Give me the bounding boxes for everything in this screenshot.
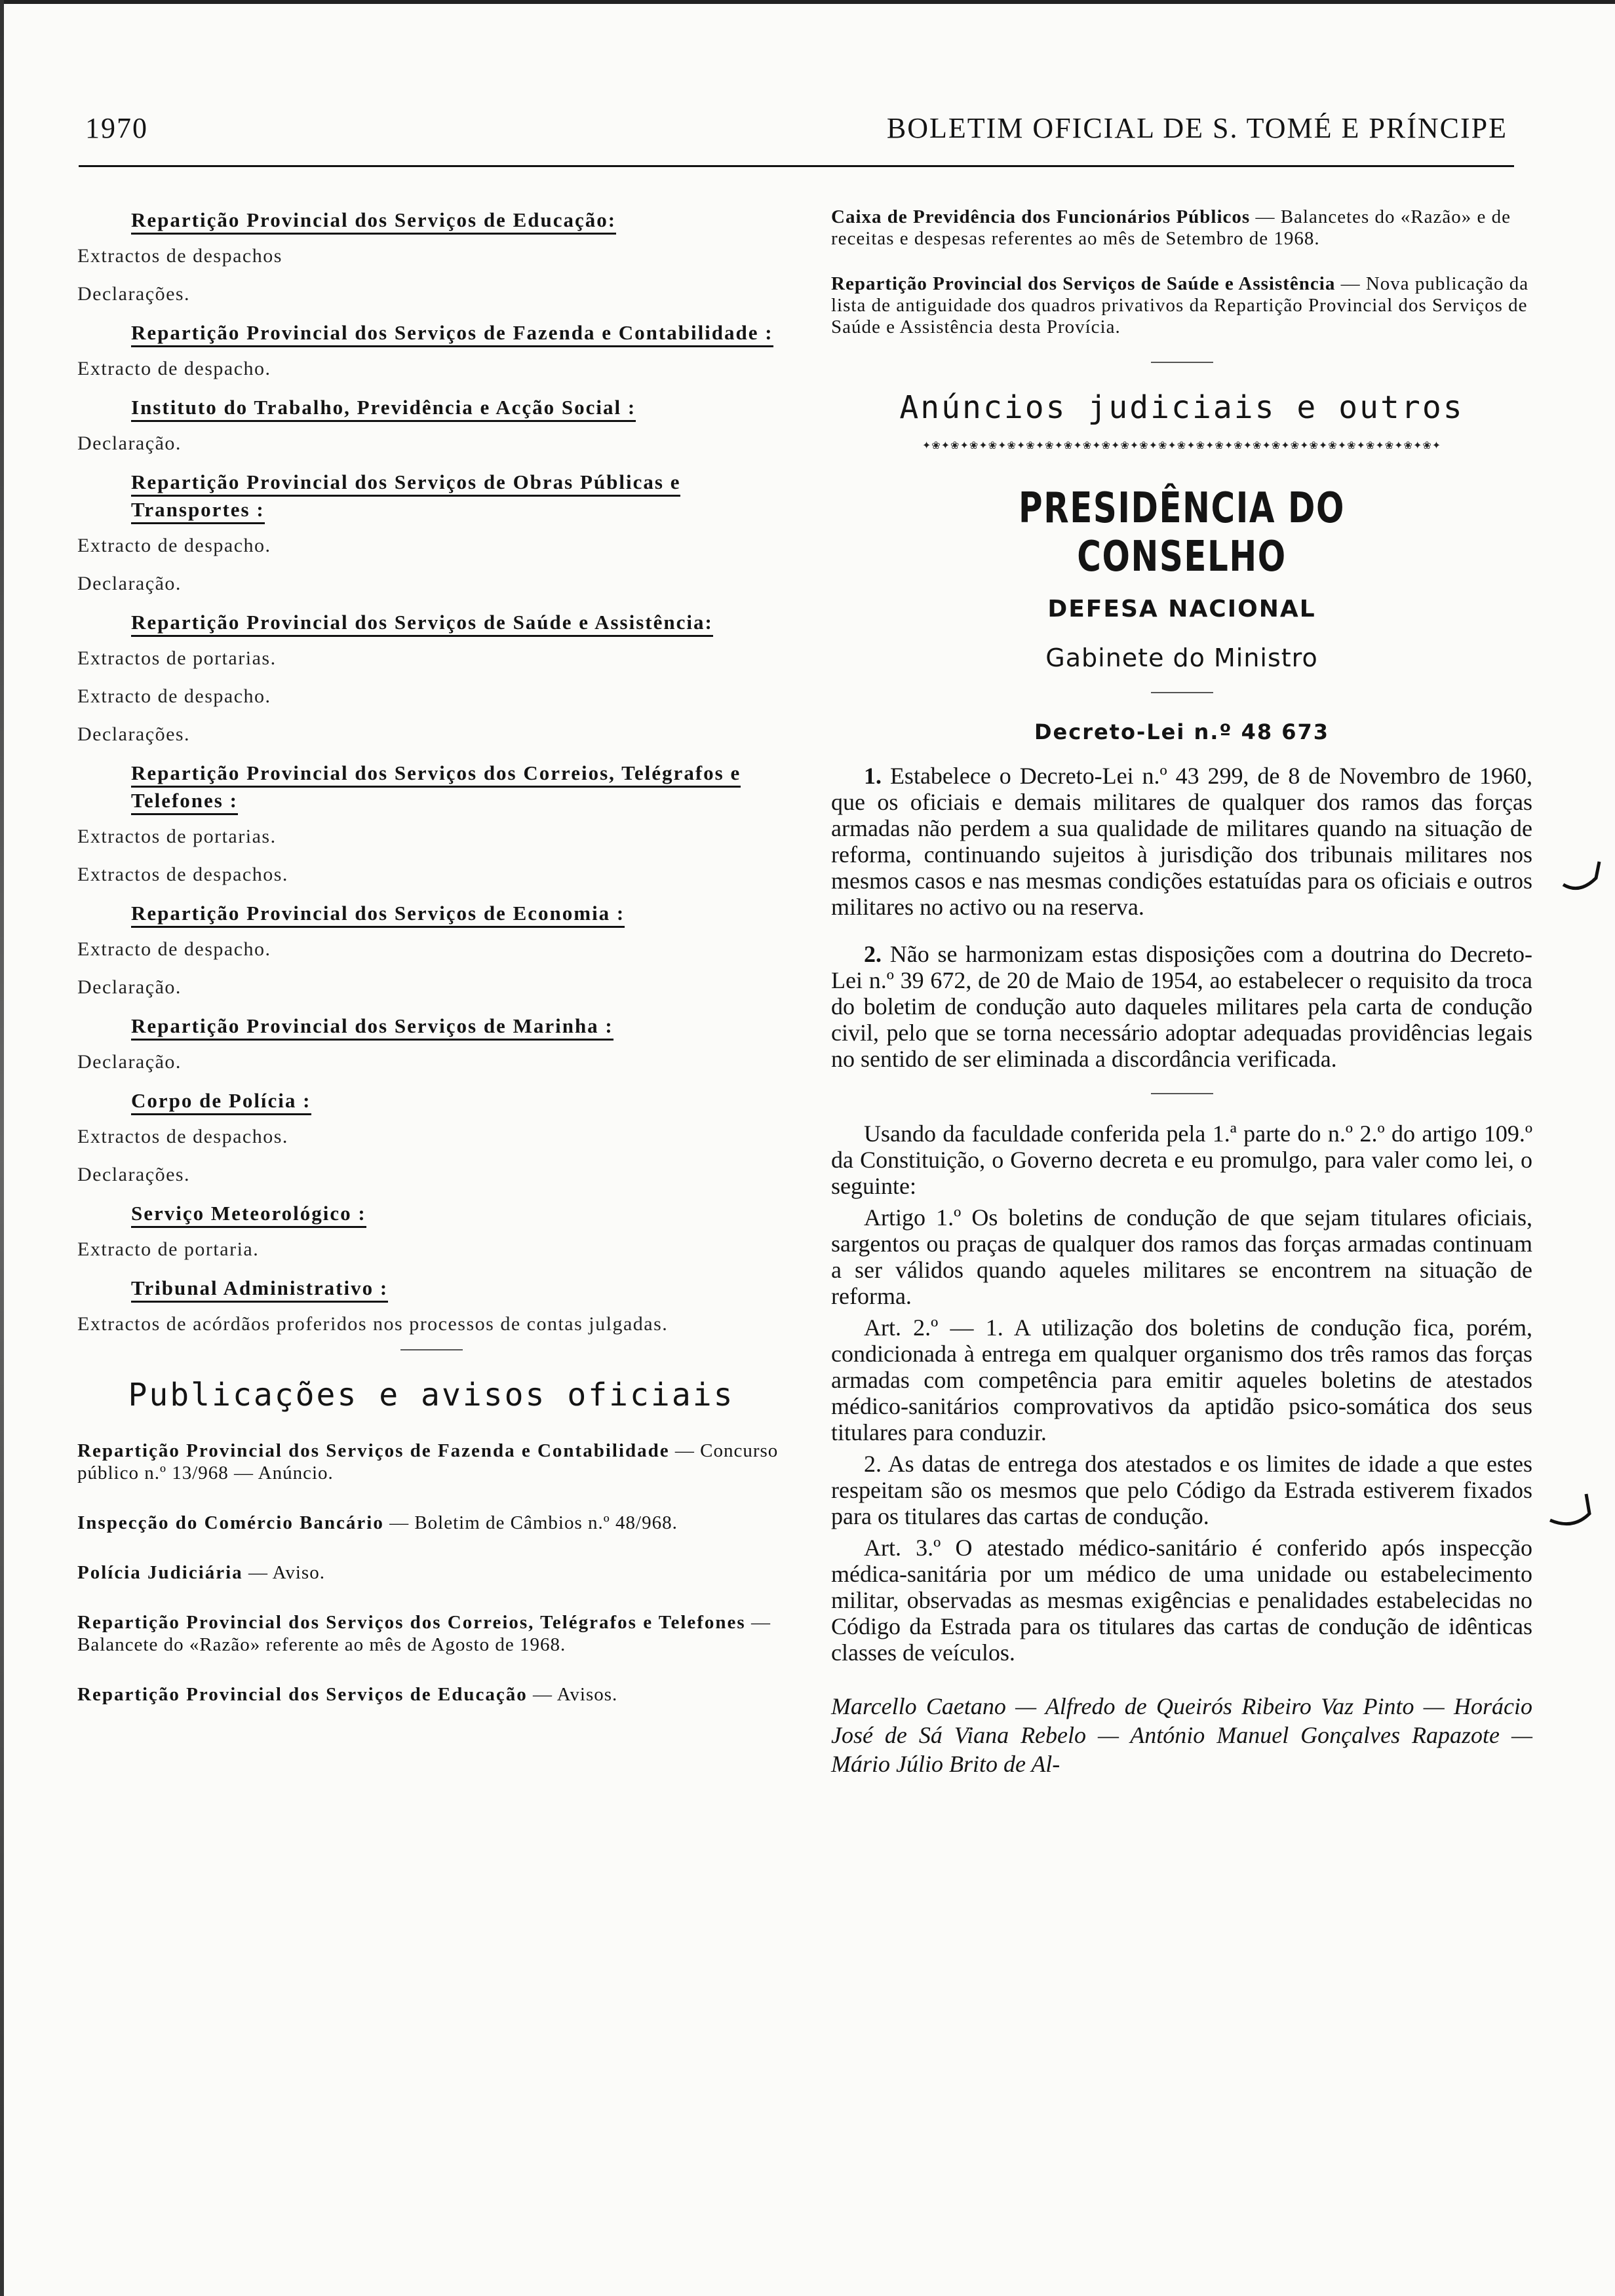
publication-item (77, 1512, 785, 1534)
ornament-border: ✦❀✦❀✦❀✦❀✦❀✦❀✦❀✦❀✦❀✦❀✦❀✦❀✦❀✦❀✦❀✦❀✦❀✦❀✦❀✦❀✦❀✦❀✦❀✦❀✦❀✦❀✦❀✦ (922, 439, 1442, 451)
section-entry: Extracto de despacho. (77, 358, 271, 379)
section-entry: Extractos de despachos. (77, 864, 288, 885)
publication-description: — Balancetes do «Razão» e de receitas e despesas referentes ao mês de Setembro de 1968. (831, 206, 1511, 249)
section-heading-text: Repartição Provincial dos Serviços de Educação: (131, 208, 616, 235)
publication-issuer: Repartição Provincial dos Serviços de Educação (77, 1684, 528, 1705)
section-heading-text: Corpo de Polícia : (131, 1089, 311, 1115)
section-entry: Declaração. (77, 432, 182, 454)
section-entry: Extractos de portarias. (77, 647, 277, 669)
section-heading-text: Repartição Provincial dos Serviços de Economia : (131, 902, 625, 928)
right-top-list (831, 206, 1532, 338)
section-entry: Extractos de portarias. (77, 826, 277, 847)
section-entry: Declaração. (77, 976, 182, 998)
article-text: 2. As datas de entrega dos atestados e os limites de idade a que estes respeitam são os mesmos que pelo Código da Estrada estiverem fixados para os titulares das cartas de condução. (831, 1451, 1532, 1529)
section-heading (77, 900, 785, 927)
section-entry: Extracto de despacho. (77, 938, 271, 960)
section-entry: Extractos de despachos (77, 245, 282, 267)
left-column (77, 206, 785, 1733)
scan-left-edge (0, 0, 4, 2296)
publication-description: — Aviso. (243, 1562, 325, 1583)
summary-sections (77, 206, 785, 1337)
section-entry: Declarações. (77, 283, 191, 305)
publication-description: — Balancete do «Razão» referente ao mês de Agosto de 1968. (77, 1612, 771, 1655)
paragraph-text: Estabelece o Decreto-Lei n.º 43 299, de 8 de Novembro de 1960, que os oficiais e demais militares de qualquer dos ramos das forças armadas não perdem a sua qualidade de militares quando na situação de reforma, continuando sujeitos à jurisdição dos tribunais militares nos mesmos casos e nas mesmas condições estatuídas para os oficiais e outros militares no activo ou na reserva. (831, 763, 1533, 920)
anuncios-heading: Anúncios judiciais e outros (899, 389, 1464, 426)
publication-item (831, 273, 1532, 338)
scan-top-edge (0, 0, 1615, 4)
decree-paragraph-1 (831, 763, 1532, 920)
article-text: Artigo 1.º Os boletins de condução de que sejam titulares oficiais, sargentos ou praças de qualquer dos ramos das forças armadas continuam a ser válidos quando aqueles militares se encontrem na situação de reforma. (831, 1204, 1532, 1309)
decree-paragraph-2 (831, 941, 1532, 1072)
defesa-heading: DEFESA NACIONAL (1047, 596, 1316, 622)
section-heading-text: Repartição Provincial dos Serviços de Marinha : (131, 1014, 613, 1041)
section-heading (77, 1012, 785, 1040)
gabinete-heading: Gabinete do Ministro (1045, 643, 1318, 672)
section-entry: Extracto de despacho. (77, 685, 271, 707)
section-entry: Extractos de acórdãos proferidos nos processos de contas julgadas. (77, 1313, 669, 1335)
section-entry: Extracto de portaria. (77, 1238, 260, 1260)
publicacoes-heading: Publicações e avisos oficiais (128, 1377, 735, 1413)
article-text: Art. 3.º O atestado médico-sanitário é conferido após inspecção médica-sanitária por um médico de uma unidade ou estabelecimento militar, observadas as mesmas exigências e penalidades estabelecidas no Código da Estrada para os titulares das cartas de condução de idênticas classes de veículos. (831, 1535, 1532, 1666)
section-heading (77, 1087, 785, 1115)
section-entry: Extractos de despachos. (77, 1126, 288, 1147)
paragraph-number: 1. (864, 763, 882, 789)
publication-issuer: Caixa de Previdência dos Funcionários Públicos (831, 206, 1251, 227)
section-heading (77, 469, 785, 524)
publication-issuer: Inspecção do Comércio Bancário (77, 1512, 384, 1533)
separator (1151, 1093, 1213, 1094)
section-heading (77, 609, 785, 636)
margin-mark-icon (1560, 858, 1606, 898)
publication-item (77, 1440, 785, 1484)
section-entry: Declarações. (77, 1164, 191, 1185)
section-heading (77, 1274, 785, 1302)
separator (1151, 362, 1213, 363)
section-entry: Declarações. (77, 723, 191, 745)
paragraph-text: Não se harmonizam estas disposições com a doutrina do Decreto-Lei n.º 39 672, de 20 de Maio de 1954, ao estabelecer o requisito da troca do boletim de condução auto daqueles militares pela carta de condução civil, pelo que se torna necessário adoptar adequadas providências legais no sentido de ser eliminada a discordância verificada. (831, 941, 1532, 1072)
section-heading-text: Repartição Provincial dos Serviços de Obras Públicas e Transportes : (131, 470, 680, 524)
section-heading-text: Repartição Provincial dos Serviços dos Correios, Telégrafos e Telefones : (131, 761, 741, 815)
article-2-2 (831, 1451, 1532, 1529)
section-heading-text: Serviço Meteorológico : (131, 1202, 366, 1228)
separator (400, 1349, 463, 1350)
section-heading-text: Tribunal Administrativo : (131, 1276, 388, 1303)
separator (1151, 692, 1213, 693)
section-heading (77, 759, 785, 814)
section-entry: Declaração. (77, 1051, 182, 1073)
publication-issuer: Polícia Judiciária (77, 1562, 243, 1583)
publication-description: — Nova publicação da lista de antiguidade dos quadros privativos da Repartição Provincial dos Serviços de Saúde e Assistência desta Provícia. (831, 273, 1529, 337)
publication-item (77, 1561, 785, 1584)
page-number: 1970 (85, 112, 148, 144)
publication-issuer: Repartição Provincial dos Serviços de Saúde e Assistência (831, 273, 1336, 294)
article-3 (831, 1535, 1532, 1666)
publication-item (831, 206, 1532, 250)
signatures: Marcello Caetano — Alfredo de Queirós Ribeiro Vaz Pinto — Horácio José de Sá Viana Rebelo — António Manuel Gonçalves Rapazote — Mário Júlio Brito de Al- (831, 1693, 1532, 1777)
article-text: Art. 2.º — 1. A utilização dos boletins de condução fica, porém, condicionada à entrega em qualquer organismo dos três ramos das forças armadas com competência para emitir aqueles boletins de atestados médico-sanitários comprovativos da aptidão psico-somática dos seus titulares para conduzir. (831, 1314, 1532, 1445)
publication-description: — Boletim de Câmbios n.º 48/968. (383, 1512, 678, 1533)
right-column (831, 206, 1532, 1778)
publication-issuer: Repartição Provincial dos Serviços dos Correios, Telégrafos e Telefones (77, 1612, 746, 1633)
section-heading (77, 394, 785, 421)
article-2-1 (831, 1314, 1532, 1445)
publicacoes-list (77, 1440, 785, 1706)
bulletin-title: BOLETIM OFICIAL DE S. TOMÉ E PRÍNCIPE (886, 112, 1508, 144)
decree-number: Decreto-Lei n.º 48 673 (1034, 719, 1330, 744)
header-rule (79, 165, 1514, 167)
section-heading-text: Instituto do Trabalho, Previdência e Acção Social : (131, 396, 636, 422)
intro-text: Usando da faculdade conferida pela 1.ª parte do n.º 2.º do artigo 109.º da Constituição, o Governo decreta e eu promulgo, para valer como lei, o seguinte: (831, 1120, 1532, 1199)
presidencia-heading: PRESIDÊNCIA DO CONSELHO (1019, 484, 1345, 581)
publication-item (77, 1611, 785, 1656)
section-entry: Extracto de despacho. (77, 535, 271, 556)
publication-description: — Concurso público n.º 13/968 — Anúncio. (77, 1440, 779, 1483)
section-heading (77, 1200, 785, 1227)
paragraph-number: 2. (864, 941, 882, 967)
publication-description: — Avisos. (527, 1684, 618, 1705)
section-heading-text: Repartição Provincial dos Serviços de Saúde e Assistência: (131, 611, 713, 637)
decree-intro (831, 1120, 1532, 1199)
publication-issuer: Repartição Provincial dos Serviços de Fazenda e Contabilidade (77, 1440, 670, 1461)
margin-mark-icon (1547, 1487, 1599, 1533)
publication-item (77, 1683, 785, 1706)
article-1 (831, 1204, 1532, 1309)
section-entry: Declaração. (77, 573, 182, 594)
section-heading (77, 206, 785, 234)
section-heading-text: Repartição Provincial dos Serviços de Fazenda e Contabilidade : (131, 321, 773, 347)
section-heading (77, 319, 785, 347)
page-header (85, 111, 1508, 157)
